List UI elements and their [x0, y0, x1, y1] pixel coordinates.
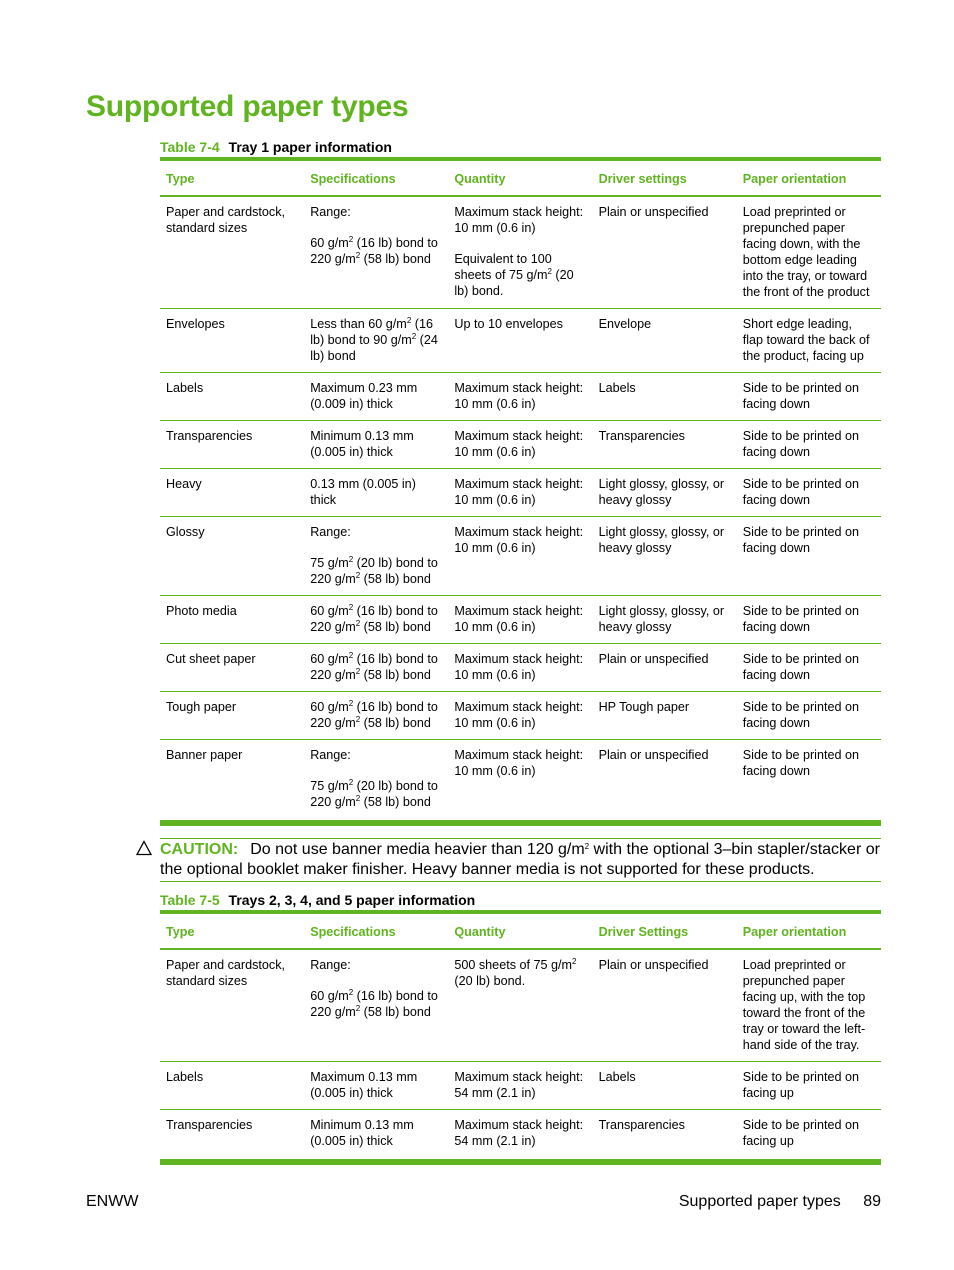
table-row [160, 1062, 881, 1110]
cell-specifications [304, 596, 448, 644]
table-row [160, 373, 881, 421]
caution-note [160, 838, 881, 882]
table-row [160, 596, 881, 644]
table-row [160, 517, 881, 596]
column-header-type: Type [160, 159, 304, 196]
cell-text: Maximum stack height: 10 mm (0.6 in) [454, 604, 584, 634]
cell-quantity [448, 692, 592, 740]
table-row [160, 949, 881, 1062]
table-header-row [160, 159, 881, 196]
cell-text: 75 $g/m^2$ (20 lb) bond to 220 $g/m^2$ (58 lb) bond [310, 555, 438, 586]
cell-text: Range: [310, 958, 351, 972]
cell-quantity [448, 196, 592, 309]
table-bottom-rule [160, 1162, 881, 1165]
cell-text: Maximum stack height: 10 mm (0.6 in) [454, 652, 584, 682]
cell-text: Side to be printed on facing down [742, 429, 859, 459]
page-title: Supported paper types [86, 90, 409, 123]
cell-text: Transparencies [166, 429, 253, 443]
cell-text: Maximum 0.13 mm (0.005 in) thick [310, 1070, 418, 1100]
cell-specifications [304, 949, 448, 1062]
cell-specifications [304, 373, 448, 421]
cell-text: Short edge leading, flap toward the back of the product, facing up [742, 317, 870, 363]
cell-driver-settings [593, 309, 737, 373]
cell-type [160, 373, 304, 421]
column-header-specifications: Specifications [304, 159, 448, 196]
cell-text: Side to be printed on facing up [742, 1118, 859, 1148]
cell-text: 75 $g/m^2$ (20 lb) bond to 220 $g/m^2$ (58 lb) bond [310, 778, 438, 809]
table-row [160, 196, 881, 309]
cell-driver-settings [593, 196, 737, 309]
cell-text: Glossy [166, 525, 205, 539]
cell-text: Side to be printed on facing down [742, 525, 859, 555]
cell-driver-settings [593, 421, 737, 469]
cell-text: Up to 10 envelopes [454, 317, 563, 331]
tray1-paper-table [160, 157, 881, 826]
cell-text: Plain or unspecified [598, 748, 709, 762]
table2-number: Table 7-5 [160, 892, 220, 908]
cell-specifications [304, 421, 448, 469]
cell-text: 0.13 mm (0.005 in) thick [310, 477, 416, 507]
cell-text: Side to be printed on facing down [742, 604, 859, 634]
cell-specifications [304, 644, 448, 692]
cell-text: Transparencies [598, 1118, 685, 1132]
cell-paper-orientation [737, 596, 881, 644]
cell-text: Photo media [166, 604, 237, 618]
footer-section: Supported paper types [678, 1193, 841, 1210]
cell-driver-settings [593, 692, 737, 740]
cell-text: Paper and cardstock, standard sizes [166, 205, 286, 235]
cell-type [160, 196, 304, 309]
cell-text: 60 $g/m^2$ (16 lb) bond to 220 $g/m^2$ (58 lb) bond [310, 651, 438, 682]
cell-text: Maximum stack height: 10 mm (0.6 in) [454, 381, 584, 411]
table-row [160, 469, 881, 517]
cell-text: Plain or unspecified [598, 652, 709, 666]
cell-text: Transparencies [166, 1118, 253, 1132]
trays-2-5-paper-table [160, 910, 881, 1165]
cell-paper-orientation [737, 692, 881, 740]
table-row [160, 740, 881, 823]
cell-quantity [448, 469, 592, 517]
cell-text: 60 $g/m^2$ (16 lb) bond to 220 $g/m^2$ (58 lb) bond [310, 603, 438, 634]
column-header-quantity: Quantity [448, 912, 592, 949]
column-header-paper-orientation: Paper orientation [737, 159, 881, 196]
cell-quantity [448, 1062, 592, 1110]
cell-quantity [448, 309, 592, 373]
cell-driver-settings [593, 517, 737, 596]
cell-specifications [304, 1110, 448, 1162]
cell-specifications [304, 309, 448, 373]
table-row [160, 644, 881, 692]
cell-text: Maximum stack height: 10 mm (0.6 in) [454, 429, 584, 459]
cell-text: Plain or unspecified [598, 958, 709, 972]
cell-text: Maximum stack height: 10 mm (0.6 in) [454, 700, 584, 730]
cell-specifications [304, 196, 448, 309]
cell-type [160, 309, 304, 373]
table1-caption [160, 139, 392, 155]
cell-text: Minimum 0.13 mm (0.005 in) thick [310, 429, 414, 459]
cell-text: Side to be printed on facing down [742, 748, 859, 778]
cell-driver-settings [593, 949, 737, 1062]
cell-specifications [304, 469, 448, 517]
cell-type [160, 421, 304, 469]
cell-quantity [448, 1110, 592, 1162]
cell-text: Heavy [166, 477, 202, 491]
cell-text: Banner paper [166, 748, 243, 762]
cell-text: Minimum 0.13 mm (0.005 in) thick [310, 1118, 414, 1148]
cell-text: Range: [310, 748, 351, 762]
cell-type [160, 1062, 304, 1110]
cell-type [160, 949, 304, 1062]
column-header-quantity: Quantity [448, 159, 592, 196]
cell-paper-orientation [737, 517, 881, 596]
cell-text: Maximum stack height: 10 mm (0.6 in) [454, 205, 584, 235]
caution-label: CAUTION: [160, 841, 239, 858]
cell-text: Side to be printed on facing down [742, 700, 859, 730]
cell-driver-settings [593, 469, 737, 517]
cell-text: Maximum stack height: 54 mm (2.1 in) [454, 1118, 584, 1148]
cell-text: Envelopes [166, 317, 225, 331]
table2-caption [160, 892, 475, 908]
cell-type [160, 1110, 304, 1162]
cell-text: 60 $g/m^2$ (16 lb) bond to 220 $g/m^2$ (58 lb) bond [310, 235, 438, 266]
cell-specifications [304, 517, 448, 596]
table1-number: Table 7-4 [160, 139, 220, 155]
cell-text: Side to be printed on facing up [742, 1070, 859, 1100]
cell-text: Equivalent to 100 sheets of 75 $g/m^2$ (20 lb) bond. [454, 252, 574, 298]
cell-text: Cut sheet paper [166, 652, 256, 666]
cell-driver-settings [593, 644, 737, 692]
cell-text: 60 $g/m^2$ (16 lb) bond to 220 $g/m^2$ (58 lb) bond [310, 699, 438, 730]
cell-text: Maximum 0.23 mm (0.009 in) thick [310, 381, 418, 411]
cell-text: Load preprinted or prepunched paper facing down, with the bottom edge leading into the tray, or toward the front of the product [742, 205, 870, 299]
cell-paper-orientation [737, 1062, 881, 1110]
cell-type [160, 740, 304, 823]
cell-text: Light glossy, glossy, or heavy glossy [598, 477, 725, 507]
cell-quantity [448, 644, 592, 692]
cell-text: 500 sheets of 75 $g/m^2$ (20 lb) bond. [454, 957, 577, 988]
cell-text: Maximum stack height: 10 mm (0.6 in) [454, 525, 584, 555]
cell-text: Less than 60 $g/m^2$ (16 lb) bond to 90 $g/m^2$ (24 lb) bond [310, 316, 438, 363]
cell-quantity [448, 949, 592, 1062]
cell-text: 60 $g/m^2$ (16 lb) bond to 220 $g/m^2$ (58 lb) bond [310, 988, 438, 1019]
cell-text: Envelope [598, 317, 652, 331]
cell-text: Maximum stack height: 10 mm (0.6 in) [454, 748, 584, 778]
cell-text: Paper and cardstock, standard sizes [166, 958, 286, 988]
cell-paper-orientation [737, 949, 881, 1062]
cell-text: Labels [598, 1070, 636, 1084]
cell-specifications [304, 692, 448, 740]
cell-text: Side to be printed on facing down [742, 652, 859, 682]
cell-paper-orientation [737, 1110, 881, 1162]
column-header-paper-orientation: Paper orientation [737, 912, 881, 949]
cell-type [160, 517, 304, 596]
cell-text: Light glossy, glossy, or heavy glossy [598, 604, 725, 634]
cell-type [160, 692, 304, 740]
footer-left: ENWW [86, 1193, 139, 1210]
cell-text: Load preprinted or prepunched paper facing up, with the top toward the front of the tray or toward the left-hand side of the tray. [742, 958, 866, 1052]
page-number: 89 [863, 1193, 881, 1210]
table-row [160, 1110, 881, 1162]
cell-type [160, 596, 304, 644]
cell-type [160, 469, 304, 517]
footer-right [679, 1193, 881, 1211]
caution-text: Do not use banner media heavier than 120 $g/m^2$ with the optional 3–bin stapler/stacker or the optional booklet maker finisher. Heavy banner media is not supported for these products. [160, 841, 880, 878]
table1-title: Tray 1 paper information [228, 139, 392, 155]
cell-text: Maximum stack height: 54 mm (2.1 in) [454, 1070, 584, 1100]
cell-quantity [448, 740, 592, 823]
table-row [160, 309, 881, 373]
cell-driver-settings [593, 596, 737, 644]
column-header-driver-settings: Driver Settings [593, 912, 737, 949]
cell-driver-settings [593, 1110, 737, 1162]
cell-quantity [448, 421, 592, 469]
cell-text: Range: [310, 525, 351, 539]
table2-title: Trays 2, 3, 4, and 5 paper information [228, 892, 476, 908]
cell-quantity [448, 373, 592, 421]
cell-paper-orientation [737, 469, 881, 517]
cell-text: Labels [598, 381, 636, 395]
cell-text: Tough paper [166, 700, 237, 714]
table-row [160, 421, 881, 469]
cell-paper-orientation [737, 740, 881, 823]
cell-driver-settings [593, 373, 737, 421]
caution-triangle-icon [136, 840, 152, 856]
cell-type [160, 644, 304, 692]
cell-text: Transparencies [598, 429, 685, 443]
cell-paper-orientation [737, 196, 881, 309]
cell-text: Labels [166, 1070, 204, 1084]
column-header-type: Type [160, 912, 304, 949]
cell-text: HP Tough paper [598, 700, 690, 714]
cell-text: Range: [310, 205, 351, 219]
cell-paper-orientation [737, 421, 881, 469]
cell-text: Side to be printed on facing down [742, 381, 859, 411]
cell-quantity [448, 596, 592, 644]
cell-text: Light glossy, glossy, or heavy glossy [598, 525, 725, 555]
column-header-driver-settings: Driver settings [593, 159, 737, 196]
table-row [160, 692, 881, 740]
cell-specifications [304, 740, 448, 823]
cell-text: Labels [166, 381, 204, 395]
cell-driver-settings [593, 740, 737, 823]
cell-specifications [304, 1062, 448, 1110]
cell-paper-orientation [737, 644, 881, 692]
cell-text: Side to be printed on facing down [742, 477, 859, 507]
cell-text: Maximum stack height: 10 mm (0.6 in) [454, 477, 584, 507]
column-header-specifications: Specifications [304, 912, 448, 949]
cell-paper-orientation [737, 373, 881, 421]
table-bottom-rule [160, 823, 881, 826]
cell-quantity [448, 517, 592, 596]
cell-driver-settings [593, 1062, 737, 1110]
cell-paper-orientation [737, 309, 881, 373]
cell-text: Plain or unspecified [598, 205, 709, 219]
table-header-row [160, 912, 881, 949]
